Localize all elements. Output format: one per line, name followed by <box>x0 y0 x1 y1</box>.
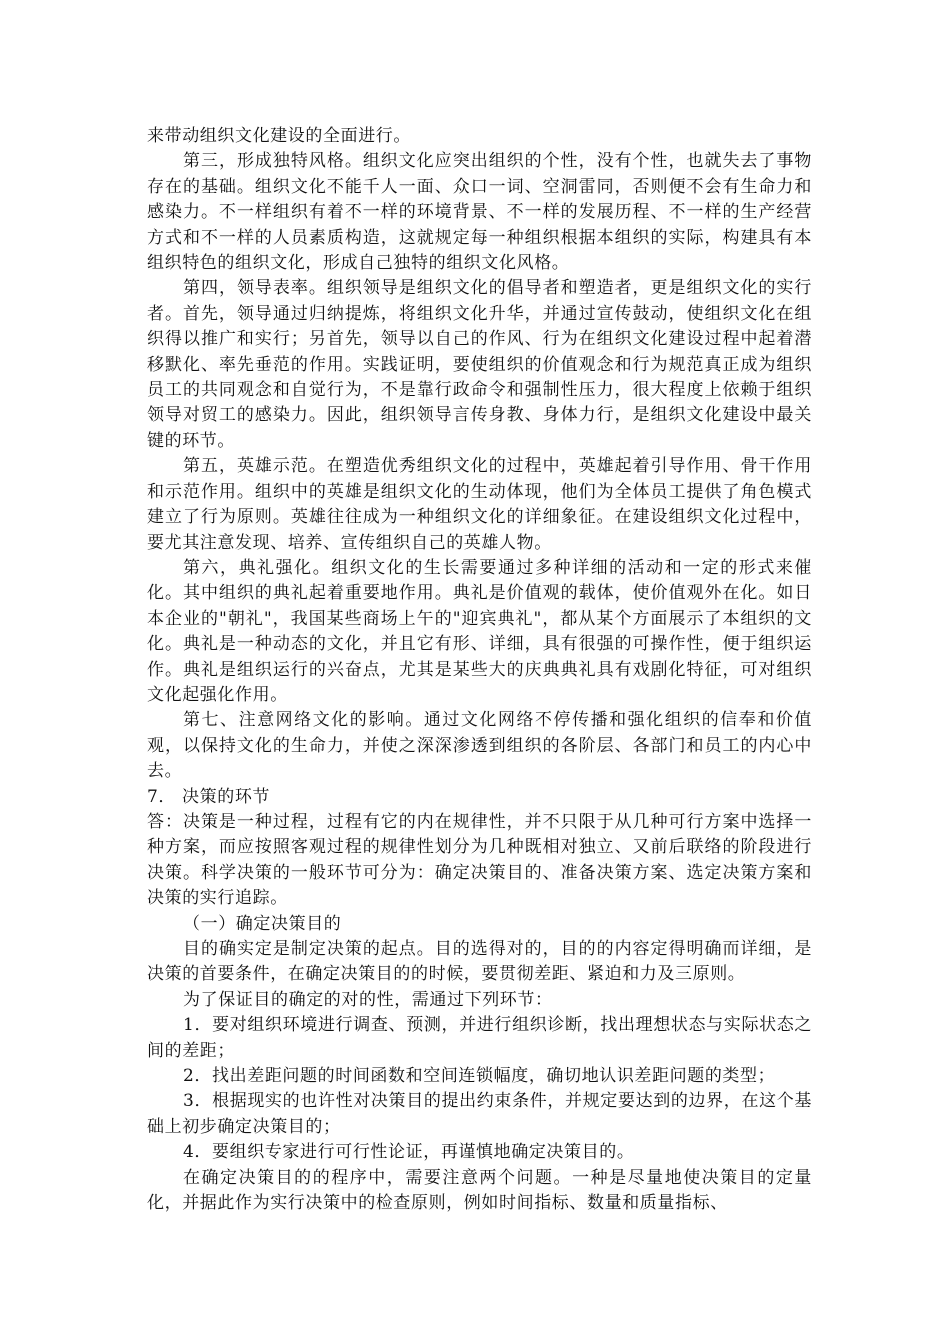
paragraph-sixth-ceremony: 第六，典礼强化。组织文化的生长需要通过多种详细的活动和一定的形式来催化。其中组织的典礼起着重要地作用。典礼是价值观的载体，使价值观外在化。如日本企业的"朝礼"，我国某些商场上午的"迎宾典礼"，都从某个方面展示了本组织的文化。典礼是一种动态的文化，并且它有形、详细，具有很强的可操作性，便于组织运作。典礼是组织运行的兴奋点，尤其是某些大的庆典典礼具有戏剧化特征，可对组织文化起强化作用。 <box>147 557 812 705</box>
list-item-2: 2．找出差距问题的时间函数和空间连锁幅度，确切地认识差距问题的类型； <box>183 1066 776 1087</box>
paragraph-seventh-network: 第七、注意网络文化的影响。通过文化网络不停传播和强化组织的信奉和价值观，以保持文化的生命力，并使之深深渗透到组织的各阶层、各部门和员工的内心中去。 <box>147 710 812 782</box>
document-body <box>147 124 812 1216</box>
paragraph-two-issues: 在确定决策目的的程序中，需要注意两个问题。一种是尽量地使决策目的定量化，并据此作为实行决策中的检查原则，例如时间指标、数量和质量指标、 <box>147 1167 812 1214</box>
paragraph-fifth-hero: 第五，英雄示范。在塑造优秀组织文化的过程中，英雄起着引导作用、骨干作用和示范作用。组织中的英雄是组织文化的生动体现，他们为全体员工提供了角色模式建立了行为原则。英雄往往成为一种组织文化的详细象征。在建设组织文化过程中，要尤其注意发现、培养、宣传组织自己的英雄人物。 <box>147 456 812 553</box>
list-item-1: 1．要对组织环境进行调查、预测，并进行组织诊断，找出理想状态与实际状态之间的差距； <box>147 1015 812 1061</box>
paragraph-0: 来带动组织文化建设的全面进行。 <box>147 126 411 146</box>
section-heading-decision-steps: 7． 决策的环节 <box>147 786 271 807</box>
subheading-determine-goal: （一）确定决策目的 <box>183 913 342 934</box>
list-item-3: 3．根据现实的也许性对决策目的提出约束条件，并规定要达到的边界，在这个基础上初步确定决策目的； <box>147 1091 812 1137</box>
paragraph-answer: 答：决策是一种过程，过程有它的内在规律性，并不只限于从几种可行方案中选择一种方案，而应按照客观过程的规律性划分为几种既相对独立、又前后联络的阶段进行决策。科学决策的一般环节可分为：确定决策目的、准备决策方案、选定决策方案和决策的实行追踪。 <box>147 811 812 909</box>
paragraph-steps-intro: 为了保证目的确定的对的性，需通过下列环节： <box>183 989 553 1010</box>
paragraph-third-style: 第三，形成独特风格。组织文化应突出组织的个性，没有个性，也就失去了事物存在的基础。组织文化不能千人一面、众口一词、空洞雷同，否则便不会有生命力和感染力。不一样组织有着不一样的环境背景、不一样的发展历程、不一样的生产经营方式和不一样的人员素质构造，这就规定每一种组织根据本组织的实际，构建具有本组织特色的组织文化，形成自己独特的组织文化风格。 <box>147 151 812 274</box>
paragraph-fourth-leadership: 第四，领导表率。组织领导是组织文化的倡导者和塑造者，更是组织文化的实行者。首先，领导通过归纳提炼，将组织文化升华，并通过宣传鼓动，使组织文化在组织得以推广和实行；另首先，领导以自己的作风、行为在组织文化建设过程中起着潜移默化、率先垂范的作用。实践证明，要使组织的价值观念和行为规范真正成为组织员工的共同观念和自觉行为，不是靠行政命令和强制性压力，很大程度上依赖于组织领导对贸工的感染力。因此，组织领导言传身教、身体力行，是组织文化建设中最关键的环节。 <box>147 278 812 451</box>
paragraph-goal-start: 目的确实定是制定决策的起点。目的选得对的，目的的内容定得明确而详细，是决策的首要条件，在确定决策目的的时候，要贯彻差距、紧迫和力及三原则。 <box>147 939 812 985</box>
list-item-4: 4．要组织专家进行可行性论证，再谨慎地确定决策目的。 <box>183 1142 635 1163</box>
